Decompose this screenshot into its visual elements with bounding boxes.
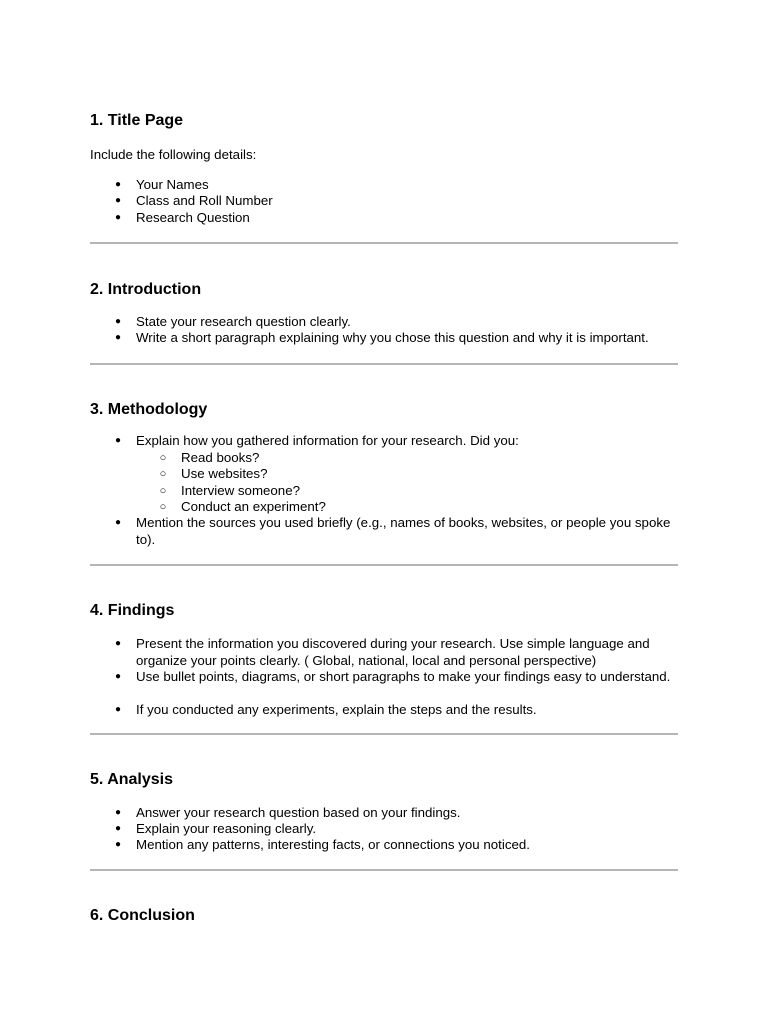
- section-divider: [90, 242, 678, 244]
- section-divider: [90, 869, 678, 871]
- list-item-text: Present the information you discovered during your research. Use simple language and organize your points clearly. ( Global, national, local and personal perspective): [136, 636, 650, 668]
- list-item-text: Your Names: [136, 177, 209, 192]
- bullet-icon: ●: [114, 435, 122, 446]
- list-item-text: Interview someone?: [181, 483, 300, 498]
- list-item-text: Research Question: [136, 210, 250, 225]
- bullet-icon: ●: [114, 517, 122, 528]
- hollow-bullet-icon: ○: [159, 501, 167, 513]
- bullet-icon: ●: [114, 195, 122, 206]
- section-heading-title-page: 1. Title Page: [90, 112, 184, 129]
- hollow-bullet-icon: ○: [159, 452, 167, 464]
- list-item-text: If you conducted any experiments, explain the steps and the results.: [136, 702, 537, 717]
- bullet-icon: ●: [114, 823, 122, 834]
- section-intro-text: Include the following details:: [90, 147, 257, 162]
- list-item-text: Mention the sources you used briefly (e.g., names of books, websites, or people you spoke to).: [136, 515, 671, 547]
- list-item: [114, 837, 681, 854]
- list-item: [114, 636, 681, 669]
- list-item: [114, 314, 681, 331]
- list-item-text: Explain how you gathered information for your research. Did you:: [136, 433, 519, 448]
- sub-list-item: [159, 450, 681, 467]
- list-item: [114, 177, 681, 194]
- list-item-text: Use websites?: [181, 466, 268, 481]
- list-item-text: Read books?: [181, 450, 260, 465]
- bullet-icon: ●: [114, 212, 122, 223]
- bullet-icon: ●: [114, 332, 122, 343]
- section-heading-introduction: 2. Introduction: [90, 281, 202, 298]
- list-item-text: Class and Roll Number: [136, 193, 273, 208]
- list-item: [114, 210, 681, 227]
- list-item: [114, 330, 681, 347]
- list-item-text: Use bullet points, diagrams, or short paragraphs to make your findings easy to understand.: [136, 669, 671, 684]
- hollow-bullet-icon: ○: [159, 485, 167, 497]
- list-item-text: Conduct an experiment?: [181, 499, 326, 514]
- list-item: [114, 669, 681, 686]
- section-divider: [90, 733, 678, 735]
- bullet-icon: ●: [114, 704, 122, 715]
- list-item-text: State your research question clearly.: [136, 314, 351, 329]
- list-item-text: Answer your research question based on your findings.: [136, 805, 461, 820]
- list-item-text: Mention any patterns, interesting facts, or connections you noticed.: [136, 837, 530, 852]
- section-heading-findings: 4. Findings: [90, 602, 175, 619]
- list-item: [114, 702, 681, 719]
- list-item-text: Write a short paragraph explaining why you chose this question and why it is important.: [136, 330, 649, 345]
- bullet-icon: ●: [114, 807, 122, 818]
- section-heading-conclusion: 6. Conclusion: [90, 907, 195, 924]
- bullet-icon: ●: [114, 839, 122, 850]
- bullet-icon: ●: [114, 316, 122, 327]
- section-heading-methodology: 3. Methodology: [90, 401, 208, 418]
- list-item: [114, 821, 681, 838]
- section-heading-analysis: 5. Analysis: [90, 771, 174, 788]
- list-item: [114, 193, 681, 210]
- sub-list-item: [159, 466, 681, 483]
- bullet-icon: ●: [114, 671, 122, 682]
- sub-list-item: [159, 483, 681, 500]
- list-item: [114, 433, 681, 450]
- list-item-text: Explain your reasoning clearly.: [136, 821, 317, 836]
- list-item: [114, 515, 681, 548]
- hollow-bullet-icon: ○: [159, 468, 167, 480]
- section-divider: [90, 363, 678, 365]
- list-item: [114, 805, 681, 822]
- bullet-icon: ●: [114, 638, 122, 649]
- sub-list-item: [159, 499, 681, 516]
- section-divider: [90, 564, 678, 566]
- bullet-icon: ●: [114, 179, 122, 190]
